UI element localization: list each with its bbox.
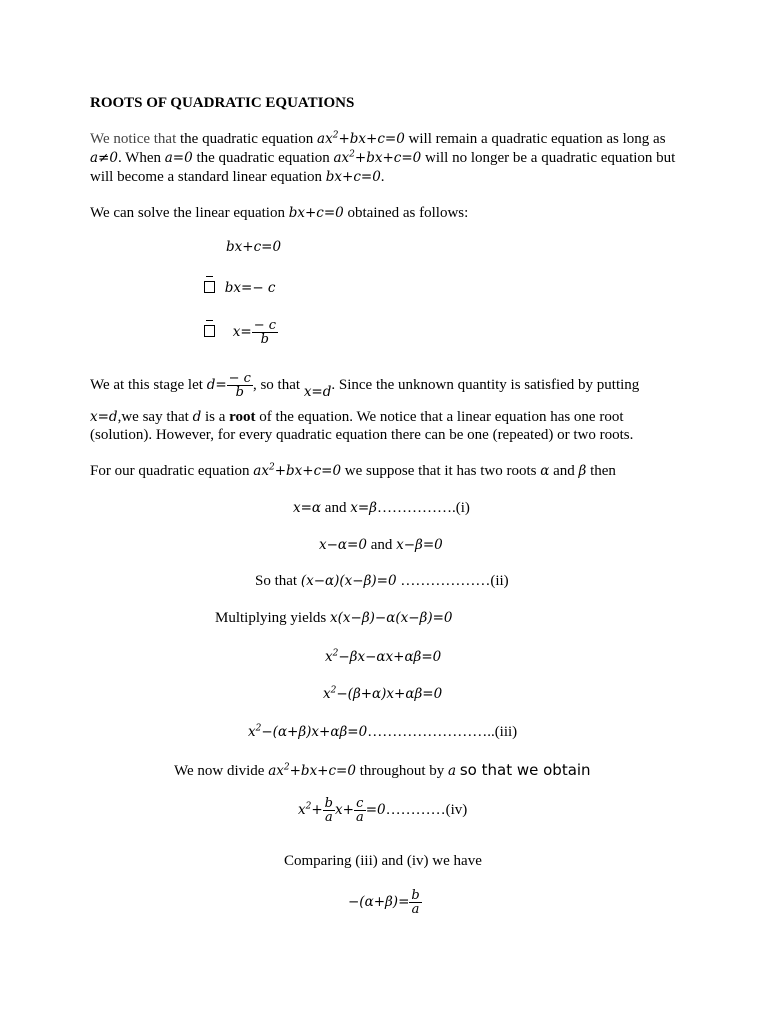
equation: x=d: [90, 409, 118, 425]
equation: x= $\frac{- c}{b}$: [232, 318, 276, 347]
derivation-line-1: x=α and x=β…………….(i): [293, 500, 470, 516]
derivation-line-5: $x^2-\beta x-\alpha x+\alpha\beta=0$: [325, 648, 442, 665]
paragraph-1-line-3: [90, 168, 385, 186]
derivation-line-10: Comparing (iii) and (iv) we have: [284, 853, 482, 869]
derivation-line-6: $x^2-(\beta+\alpha)x+\alpha\beta=0$: [323, 685, 443, 702]
derivation-line-9: $x^2+$ $\frac{b}{a}$ x+ $\frac{c}{a}$ =0…………(iv): [298, 796, 468, 825]
derivation-line-11: −(α+β)= $\frac{b}{a}$: [348, 888, 420, 917]
text: the quadratic equation: [196, 150, 330, 166]
text: For our quadratic equation: [90, 463, 250, 479]
paragraph-3-line-3: (solution). However, for every quadratic equation there can be one (repeated) or two roots.: [90, 427, 634, 443]
step-1-equation: bx+c=0: [226, 239, 282, 255]
text: We at this stage let: [90, 377, 203, 393]
paragraph-1-line-2: [90, 149, 675, 167]
equation: $ax^2+bx+c=0$: [333, 149, 422, 166]
text: We notice that: [90, 131, 177, 147]
text: of the equation. We notice that a linear equation has one root: [259, 409, 624, 425]
equation: $ax^2+bx+c=0$: [253, 462, 342, 479]
equation: x=d: [303, 384, 332, 400]
text: . Since the unknown quantity is satisfied by putting: [331, 377, 640, 393]
text: and: [553, 463, 575, 479]
step-3: [204, 319, 278, 346]
bold-term: root: [229, 409, 256, 425]
page-title: ROOTS OF QUADRATIC EQUATIONS: [90, 95, 355, 111]
text: obtained as follows:: [347, 205, 469, 221]
therefore-box-icon: [204, 325, 215, 337]
equation: d= $\frac{- c}{b}$: [206, 371, 251, 400]
derivation-line-3: So that (x−α)(x−β)=0 ………………(ii): [255, 573, 509, 589]
derivation-line-4: Multiplying yields x(x−β)−α(x−β)=0: [215, 610, 453, 626]
paragraph-1-line-1: [90, 130, 666, 148]
text: . When: [117, 150, 161, 166]
paragraph-4: [90, 462, 616, 480]
derivation-line-7: $x^2-(\alpha+\beta)x+\alpha\beta=0\dots\dots\dots\dots\dots\dots\dots\dots..(iii)$: [248, 723, 518, 740]
derivation-line-2: x−α=0 and x−β=0: [319, 537, 443, 553]
text: is a: [204, 409, 226, 425]
therefore-box-icon: [204, 281, 215, 293]
equation: bx+c=0: [288, 205, 344, 221]
step-2: [204, 279, 275, 297]
text: ,we say that: [117, 409, 189, 425]
text: will become a standard linear equation: [90, 169, 322, 185]
equation: $ax^2+bx+c=0$: [317, 130, 405, 147]
text: then: [590, 463, 616, 479]
equation: a≠0: [90, 150, 118, 166]
text: We can solve the linear equation: [90, 205, 285, 221]
text: the quadratic equation: [180, 131, 314, 147]
equation: α: [540, 463, 550, 479]
paragraph-2: [90, 204, 468, 222]
equation: bx+c=0: [325, 169, 381, 185]
text: will no longer be a quadratic equation but: [424, 150, 676, 166]
equation: β: [578, 463, 587, 479]
equation: d: [192, 409, 202, 425]
text: .: [380, 169, 385, 185]
text: we suppose that it has two roots: [344, 463, 537, 479]
paragraph-3-line-2: [90, 408, 624, 426]
equation: bx=− c: [224, 280, 276, 296]
text: will remain a quadratic equation as long as: [408, 131, 666, 147]
paragraph-3-line-1: [90, 372, 639, 399]
derivation-line-8: We now divide $ax^2+bx+c=0$ throughout by a so that we obtain: [174, 761, 591, 779]
equation: a=0: [164, 150, 193, 166]
text: , so that: [252, 377, 301, 393]
